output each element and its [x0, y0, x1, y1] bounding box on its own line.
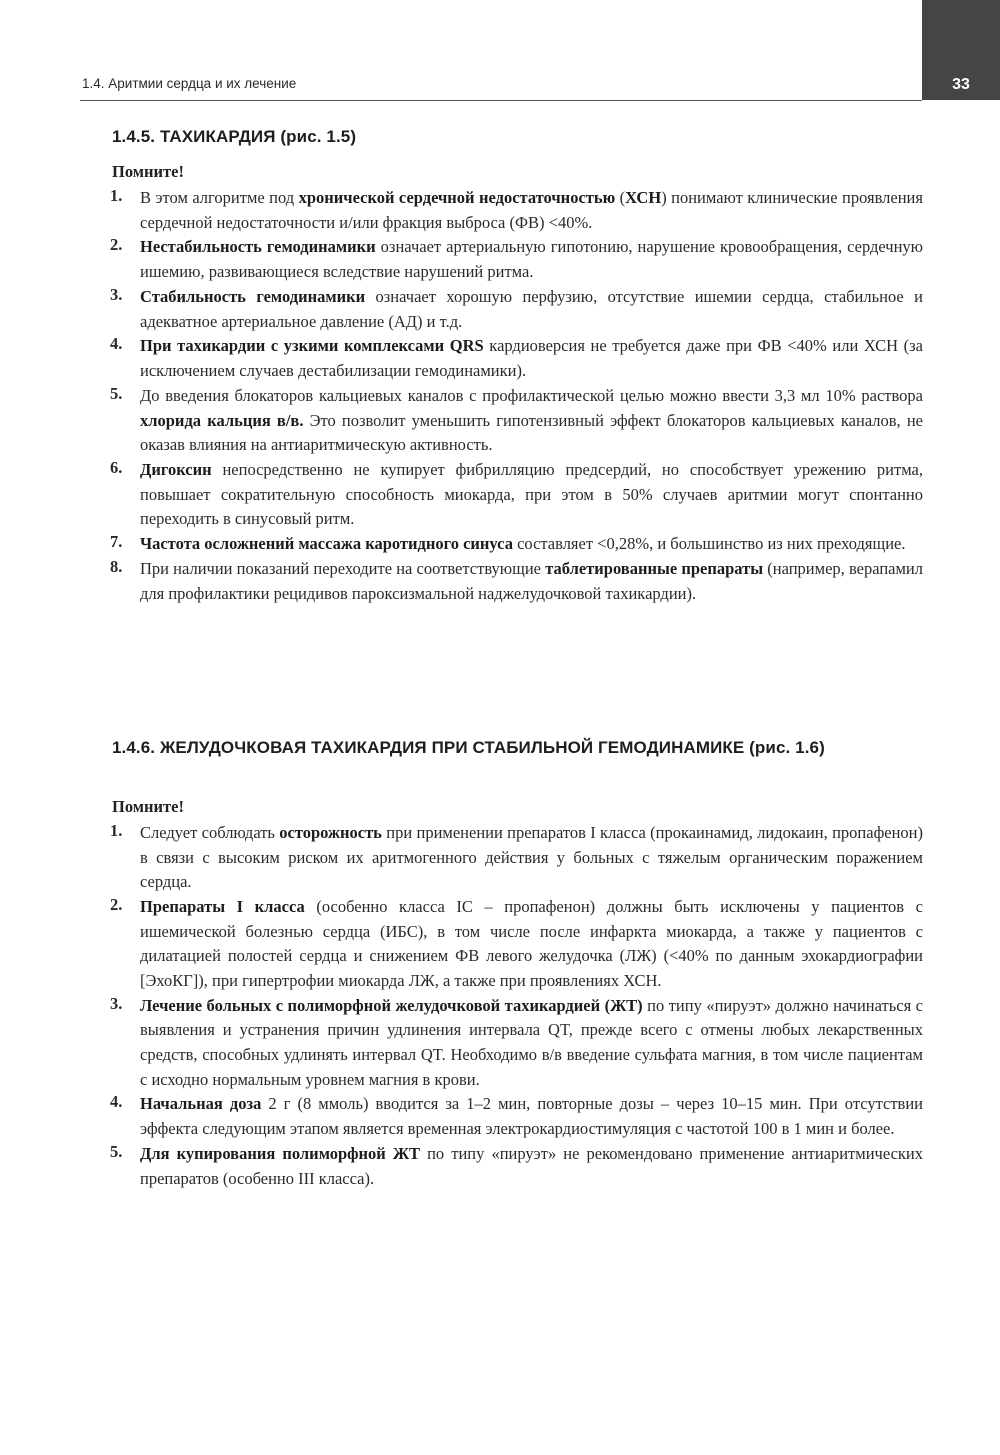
item-text	[140, 1142, 923, 1191]
item-text	[140, 285, 923, 334]
remember-list-tachycardia	[110, 186, 923, 606]
bold-term: Стабильность гемодинамики	[140, 286, 366, 306]
item-number: 1.	[110, 186, 123, 205]
item-number: 3.	[110, 284, 123, 304]
item-text	[140, 334, 923, 383]
bold-term: Нестабильность гемодинамики	[140, 237, 376, 257]
remember-label: Помните!	[112, 162, 184, 181]
item-text	[140, 994, 923, 1092]
item-text	[140, 532, 923, 557]
item-text	[140, 186, 923, 235]
running-head: 1.4. Аритмии сердца и их лечение	[82, 76, 297, 91]
text-run: кардиоверсия не требуется даже при ФВ <40% или ХСН (за исключением случаев дестабилизации гемодинамики).	[140, 336, 924, 381]
text-run: ) понимают клинические проявления сердечной недостаточности и/или фракция выброса (ФВ) <40%.	[140, 188, 923, 232]
text-run: по типу «пируэт» должно начинаться с выявления и устранения причин удлинения интервала QT, прежде всего с отмены любых лекарственных средств, способных удлинять интервал QT. Необходимо в/в введение сульфата магния, в том числе пациентам с исходно нормальным уровнем магния в крови.	[140, 995, 923, 1089]
item-number: 5.	[110, 1141, 123, 1161]
item-number: 3.	[110, 993, 123, 1013]
bold-term: Для купирования полиморфной ЖТ	[140, 1143, 420, 1163]
list-item	[110, 384, 923, 458]
bold-term: осторожность	[279, 823, 382, 842]
bold-term: Дигоксин	[140, 460, 212, 480]
bold-term: Лечение больных с полиморфной желудочковой тахикардией (ЖТ)	[140, 995, 643, 1015]
item-number: 8.	[110, 556, 123, 576]
remember-label: Помните!	[112, 797, 184, 816]
item-text	[140, 895, 923, 993]
header-rule	[80, 100, 922, 101]
list-item	[110, 235, 923, 284]
item-number: 7.	[110, 532, 123, 552]
text-run: Следует соблюдать	[140, 823, 280, 842]
list-item	[110, 1092, 923, 1141]
section-title-ventricular-tachycardia: 1.4.6. ЖЕЛУДОЧКОВАЯ ТАХИКАРДИЯ ПРИ СТАБИЛЬНОЙ ГЕМОДИНАМИКЕ (рис. 1.6)	[112, 738, 825, 757]
item-text	[140, 821, 923, 895]
bold-term: ХСН	[625, 188, 662, 207]
text-run: (например, верапамил для профилактики рецидивов пароксизмальной наджелудочковой тахикардии).	[140, 558, 923, 603]
bold-term: Начальная доза	[140, 1094, 262, 1114]
list-item	[110, 458, 923, 532]
text-run: означает артериальную гипотонию, нарушение кровообращения, сердечную ишемию, развивающиеся вследствие нарушений ритма.	[140, 237, 923, 282]
bold-term: Препараты I класса	[140, 897, 305, 917]
item-number: 4.	[110, 1092, 123, 1112]
bold-term: При тахикардии с узкими комплексами QRS	[140, 336, 484, 356]
text-run: (	[615, 188, 626, 207]
item-text	[140, 557, 923, 606]
item-number: 2.	[110, 235, 123, 255]
item-number: 2.	[110, 895, 123, 915]
text-run: непосредственно не купирует фибрилляцию предсердий, но способствует урежению ритма, повышает сократительную способность миокарда, при этом в 50% случаев аритмии могут спонтанно переходить в синусовый ритм.	[140, 460, 923, 529]
item-number: 4.	[110, 334, 123, 354]
text-run: В этом алгоритме под	[140, 188, 299, 207]
list-item	[110, 532, 923, 557]
list-item	[110, 557, 923, 606]
text-run: Это позволит уменьшить гипотензивный эффект блокаторов кальциевых каналов, не оказав влияния на антиаритмическую активность.	[140, 410, 923, 455]
item-number: 1.	[110, 821, 123, 840]
item-number: 5.	[110, 383, 123, 403]
item-text	[140, 235, 923, 284]
text-run: До введения блокаторов кальциевых каналов с профилактической целью можно ввести 3,3 мл 10% раствора	[140, 385, 923, 405]
item-number: 6.	[110, 458, 123, 478]
text-run: означает хорошую перфузию, отсутствие ишемии сердца, стабильное и адекватное артериальное давление (АД) и т.д.	[140, 286, 923, 331]
text-run: при применении препаратов I класса (прокаинамид, лидокаин, пропафенон) в связи с высоким риском их аритмогенного действия у больных с тяжелым органическим поражением сердца.	[140, 823, 923, 892]
list-item	[110, 895, 923, 993]
remember-list-ventricular-tachycardia	[110, 821, 923, 1191]
list-item	[110, 186, 923, 235]
text-run: по типу «пируэт» не рекомендовано применение антиаритмических препаратов (особенно III класса).	[140, 1143, 923, 1188]
bold-term: таблетированные препараты	[545, 558, 764, 578]
text-run: (особенно класса IC – пропафенон) должны быть исключены у пациентов с ишемической болезнью сердца (ИБС), в том числе после инфаркта миокарда, а также у пациентов с дилатацией полостей сердца и снижением ФВ левого желудочка (ЛЖ) (<40% по данным эхокардиографии [ЭхоКГ]), при гипертрофии миокарда ЛЖ, а также при проявлениях ХСН.	[140, 897, 923, 990]
item-text	[140, 1092, 923, 1141]
text-run: При наличии показаний переходите на соответствующие	[140, 558, 546, 578]
bold-term: хлорида кальция в/в.	[140, 410, 304, 430]
list-item	[110, 994, 923, 1092]
list-item	[110, 285, 923, 334]
list-item	[110, 1142, 923, 1191]
section-title-tachycardia: 1.4.5. ТАХИКАРДИЯ (рис. 1.5)	[112, 127, 357, 146]
list-item	[110, 821, 923, 895]
text-run: 2 г (8 ммоль) вводится за 1–2 мин, повторные дозы – через 10–15 мин. При отсутствии эффекта следующим этапом является временная электрокардиостимуляция с частотой 100 в 1 мин и более.	[140, 1094, 923, 1139]
item-text	[140, 458, 923, 532]
list-item	[110, 334, 923, 383]
bold-term: хронической сердечной недостаточностью	[298, 188, 616, 207]
text-run: составляет <0,28%, и большинство из них преходящие.	[512, 534, 906, 554]
item-text	[140, 384, 923, 458]
page-number: 33	[952, 76, 970, 93]
bold-term: Частота осложнений массажа каротидного синуса	[140, 534, 513, 554]
